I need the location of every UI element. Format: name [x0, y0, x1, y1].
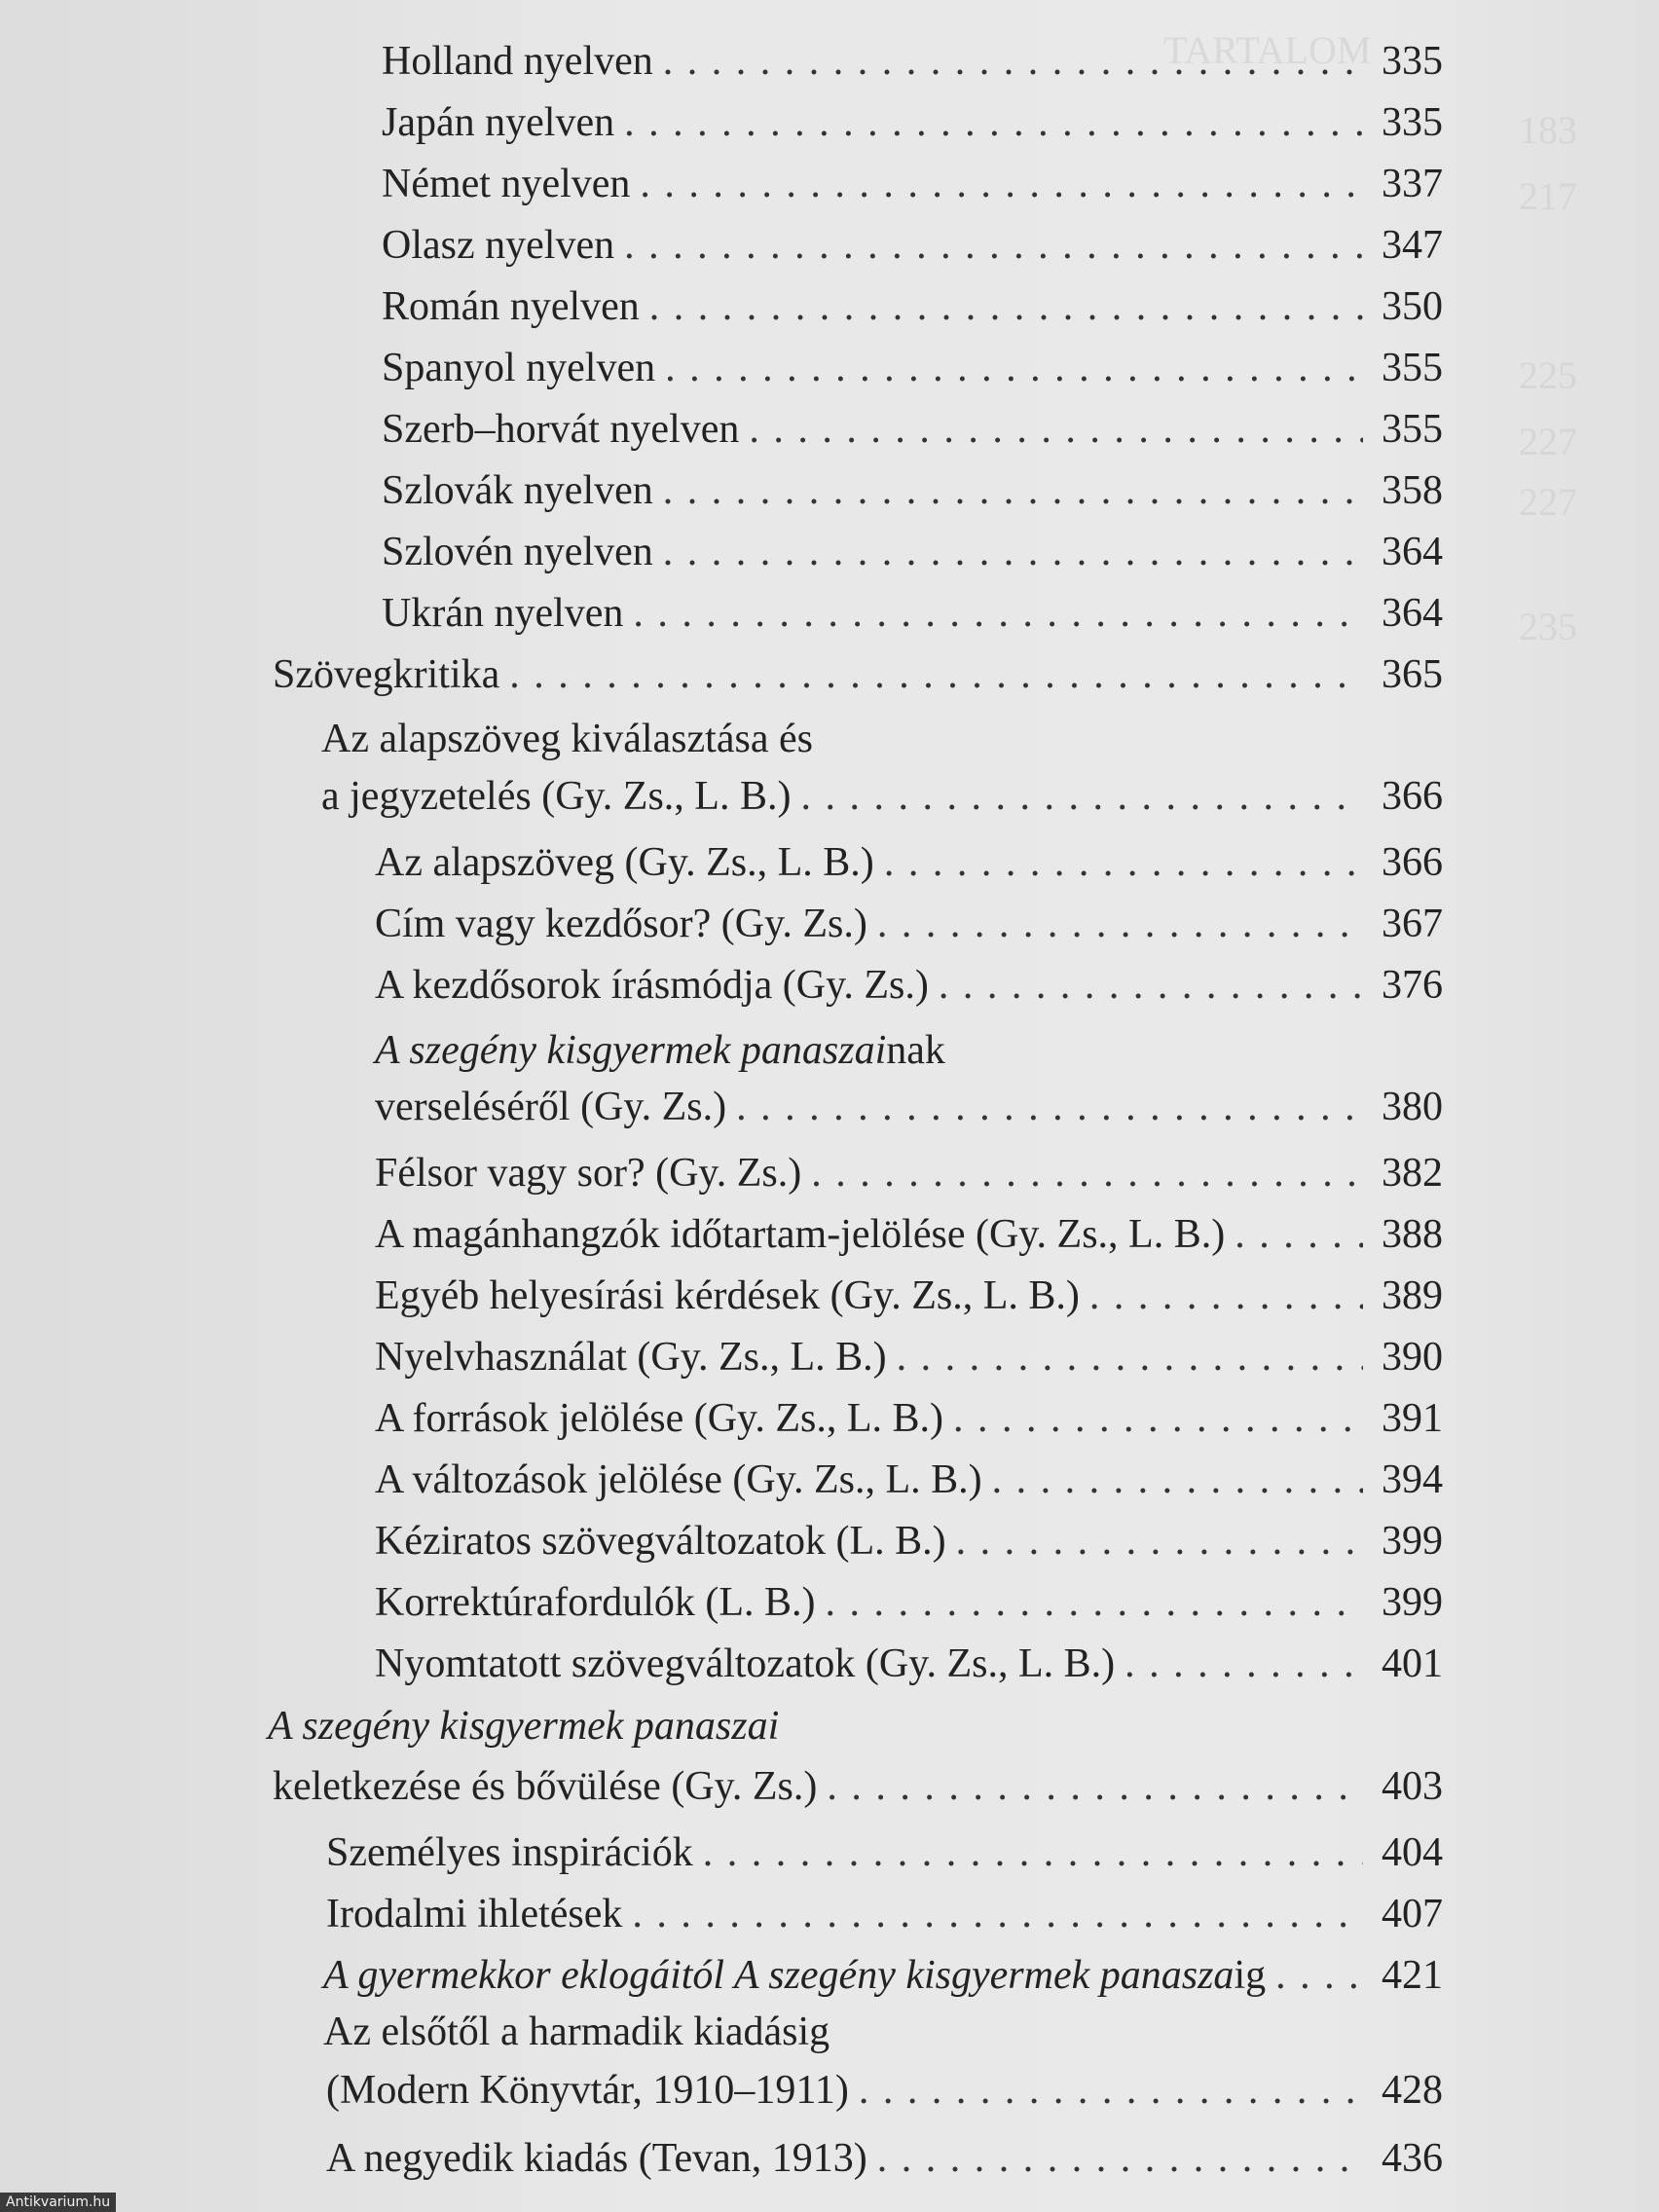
dot-leader	[877, 2134, 1363, 2183]
bleed-through-text: 227	[1519, 480, 1577, 524]
dot-leader	[800, 772, 1363, 821]
page-number: 364	[1382, 591, 1443, 636]
page-number: 347	[1382, 223, 1443, 268]
toc-entry[interactable]	[382, 589, 1443, 638]
page-number: 401	[1382, 1641, 1443, 1686]
entry-title: Holland nyelven	[382, 39, 653, 84]
dot-leader	[663, 466, 1363, 515]
entry-title: Japán nyelven	[382, 100, 615, 145]
bleed-through-text: 217	[1519, 174, 1577, 218]
entry-title: Irodalmi ihletések	[326, 1892, 623, 1936]
entry-title: Nyomtatott szövegváltozatok (Gy. Zs., L. B.)	[375, 1641, 1116, 1686]
work-title: A szegény kisgyermek panaszai	[268, 1704, 780, 1749]
toc-entry[interactable]	[382, 466, 1443, 515]
dot-leader	[877, 900, 1363, 948]
toc-entry[interactable]	[326, 1828, 1443, 1877]
dot-leader	[624, 98, 1363, 147]
toc-entry[interactable]	[375, 1456, 1443, 1504]
dot-leader	[736, 1083, 1363, 1131]
entry-title: Szlovén nyelven	[382, 530, 653, 574]
toc-entry[interactable]	[375, 1578, 1443, 1627]
dot-leader	[633, 589, 1363, 638]
entry-title: A források jelölése (Gy. Zs., L. B.)	[375, 1396, 943, 1441]
toc-entry[interactable]	[375, 1394, 1443, 1443]
entry-title: Nyelvhasználat (Gy. Zs., L. B.)	[375, 1335, 887, 1380]
page-number: 364	[1382, 530, 1443, 574]
entry-title: verseléséről (Gy. Zs.)	[375, 1085, 727, 1129]
entry-title: A magánhangzók időtartam-jelölése (Gy. Zs., L. B.)	[375, 1212, 1226, 1257]
dot-leader	[640, 160, 1363, 208]
dot-leader	[649, 282, 1363, 331]
entry-title: Korrektúrafordulók (L. B.)	[375, 1580, 816, 1625]
entry-title: (Modern Könyvtár, 1910–1911)	[326, 2068, 849, 2113]
toc-entry[interactable]	[375, 838, 1443, 887]
dot-leader	[1275, 1951, 1363, 2000]
title-suffix: ig	[1234, 1953, 1267, 1998]
page-number: 382	[1382, 1151, 1443, 1196]
toc-entry[interactable]	[382, 98, 1443, 147]
page-number: 399	[1382, 1580, 1443, 1625]
bleed-through-text: 235	[1519, 605, 1577, 648]
entry-title: A változások jelölése (Gy. Zs., L. B.)	[375, 1457, 982, 1502]
entry-title: Az alapszöveg (Gy. Zs., L. B.)	[375, 840, 874, 885]
page-number: 376	[1382, 963, 1443, 1008]
bleed-through-text: 225	[1519, 353, 1577, 397]
toc-entry[interactable]	[382, 37, 1443, 86]
toc-entry[interactable]	[375, 1083, 1443, 1131]
dot-leader	[859, 2066, 1363, 2115]
page-number: 388	[1382, 1212, 1443, 1257]
entry-title-line1	[375, 1026, 945, 1075]
entry-title: Szlovák nyelven	[382, 468, 653, 513]
page-number: 421	[1382, 1953, 1443, 1998]
page-number: 391	[1382, 1396, 1443, 1441]
page-number: 389	[1382, 1273, 1443, 1318]
dot-leader	[1124, 1640, 1363, 1688]
toc-entry[interactable]	[382, 344, 1443, 392]
page-number: 390	[1382, 1335, 1443, 1380]
dot-leader	[992, 1456, 1363, 1504]
dot-leader	[1235, 1210, 1363, 1259]
toc-entry[interactable]	[382, 528, 1443, 576]
entry-title: Szövegkritika	[273, 652, 500, 697]
dot-leader	[811, 1149, 1363, 1198]
watermark: Antikvarium.hu	[0, 2193, 116, 2212]
toc-entry[interactable]	[326, 1890, 1443, 1938]
toc-entry[interactable]	[375, 1149, 1443, 1198]
work-title: A szegény kisgyermek panaszai	[375, 1028, 887, 1073]
entry-title: Cím vagy kezdősor? (Gy. Zs.)	[375, 902, 867, 946]
toc-entry[interactable]	[382, 221, 1443, 270]
entry-title: a jegyzetelés (Gy. Zs., L. B.)	[321, 774, 792, 819]
entry-title: Szerb–horvát nyelven	[382, 407, 740, 452]
entry-title: Kéziratos szövegváltozatok (L. B.)	[375, 1519, 946, 1564]
entry-title: A negyedik kiadás (Tevan, 1913)	[326, 2136, 867, 2181]
entry-title: Félsor vagy sor? (Gy. Zs.)	[375, 1151, 802, 1196]
toc-entry[interactable]	[321, 772, 1443, 821]
dot-leader	[749, 405, 1363, 454]
page-number: 403	[1382, 1764, 1443, 1809]
page-number: 428	[1382, 2068, 1443, 2113]
entry-title	[323, 1951, 1266, 2000]
page-number: 335	[1382, 100, 1443, 145]
dot-leader	[884, 838, 1363, 887]
entry-title-line1: Az elsőtől a harmadik kiadásig	[323, 2009, 830, 2054]
page-number: 350	[1382, 284, 1443, 329]
toc-entry[interactable]	[375, 900, 1443, 948]
entry-title: Német nyelven	[382, 162, 631, 206]
toc-entry[interactable]	[375, 1517, 1443, 1566]
page-number: 367	[1382, 902, 1443, 946]
toc-entry[interactable]	[375, 961, 1443, 1010]
page-number: 366	[1382, 840, 1443, 885]
page-number: 365	[1382, 652, 1443, 697]
bleed-through-text: 227	[1519, 420, 1577, 463]
page-number: 399	[1382, 1519, 1443, 1564]
dot-leader	[956, 1517, 1363, 1566]
title-suffix: nak	[886, 1028, 945, 1073]
toc-section-heading[interactable]	[273, 650, 1443, 699]
dot-leader	[663, 528, 1363, 576]
page-number: 358	[1382, 468, 1443, 513]
entry-title: Román nyelven	[382, 284, 640, 329]
dot-leader	[703, 1828, 1363, 1877]
toc-entry[interactable]	[375, 1333, 1443, 1382]
entry-title: keletkezése és bővülése (Gy. Zs.)	[273, 1764, 818, 1809]
entry-title-line1: Az alapszöveg kiválasztása és	[321, 717, 813, 761]
page-number: 355	[1382, 407, 1443, 452]
dot-leader	[826, 1578, 1363, 1627]
toc-entry[interactable]	[382, 160, 1443, 208]
dot-leader	[663, 37, 1363, 86]
dot-leader	[632, 1890, 1363, 1938]
page-number: 355	[1382, 346, 1443, 390]
toc-entry[interactable]	[382, 405, 1443, 454]
page-number: 366	[1382, 774, 1443, 819]
toc-entry[interactable]	[326, 2066, 1443, 2115]
toc-entry[interactable]	[375, 1210, 1443, 1259]
work-title: A gyermekkor eklogáitól A szegény kisgyermek panasza	[323, 1953, 1235, 1998]
dot-leader	[827, 1762, 1363, 1811]
entry-title: Egyéb helyesírási kérdések (Gy. Zs., L. B.)	[375, 1273, 1080, 1318]
dot-leader	[665, 344, 1363, 392]
dot-leader	[939, 961, 1363, 1010]
page-number: 407	[1382, 1892, 1443, 1936]
page-number: 404	[1382, 1830, 1443, 1875]
toc-entry[interactable]	[382, 282, 1443, 331]
entry-title: A kezdősorok írásmódja (Gy. Zs.)	[375, 963, 929, 1008]
dot-leader	[953, 1394, 1363, 1443]
dot-leader	[624, 221, 1363, 270]
page-number: 380	[1382, 1085, 1443, 1129]
page-number: 394	[1382, 1457, 1443, 1502]
toc-entry[interactable]	[326, 2134, 1443, 2183]
page-number: 335	[1382, 39, 1443, 84]
page-number: 436	[1382, 2136, 1443, 2181]
toc-entry[interactable]	[323, 1951, 1443, 2000]
dot-leader	[1089, 1272, 1363, 1320]
toc-entry[interactable]	[375, 1640, 1443, 1688]
entry-title: Ukrán nyelven	[382, 591, 624, 636]
toc-entry[interactable]	[375, 1272, 1443, 1320]
bleed-through-text: 183	[1519, 108, 1577, 152]
toc-section-heading[interactable]	[273, 1762, 1443, 1811]
bleed-through-text: TARTALOM	[1163, 28, 1372, 72]
page-number: 337	[1382, 162, 1443, 206]
entry-title: Személyes inspirációk	[326, 1830, 693, 1875]
dot-leader	[897, 1333, 1363, 1382]
entry-title: Spanyol nyelven	[382, 346, 656, 390]
dot-leader	[509, 650, 1363, 699]
entry-title: Olasz nyelven	[382, 223, 615, 268]
